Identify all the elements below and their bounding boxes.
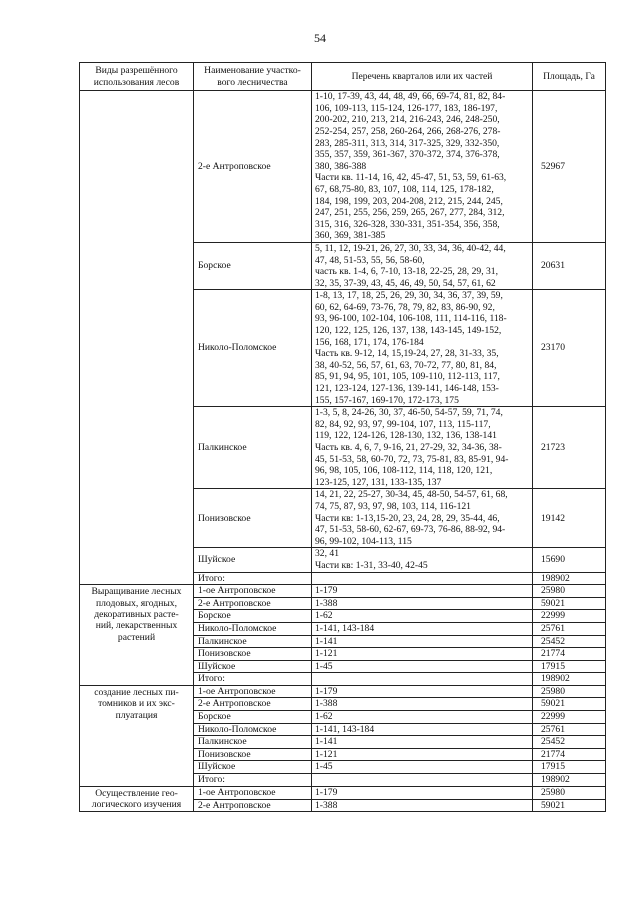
quarters-line: 38, 40-52, 56, 57, 61, 63, 70-72, 77, 80, 81, 84, xyxy=(315,359,497,371)
quarters-list: 1-179 xyxy=(312,585,533,598)
forestry-name: 2-е Антроповское xyxy=(194,799,312,812)
area-value: 25452 xyxy=(533,736,606,749)
quarters-line: 200-202, 210, 213, 214, 216-243, 246, 248-250, xyxy=(315,114,500,126)
use-type-cell xyxy=(80,786,194,812)
quarters-list: 1-121 xyxy=(312,748,533,761)
quarters-line: 1-8, 13, 17, 18, 25, 26, 29, 30, 34, 36, 37, 39, 59, xyxy=(315,290,503,302)
area-value: 17915 xyxy=(533,660,606,673)
quarters-line: 106, 109-113, 115-124, 126-177, 183, 186-197, xyxy=(315,102,498,114)
forestry-name: Борское xyxy=(194,711,312,724)
quarters-list: 1-141, 143-184 xyxy=(312,723,533,736)
forestry-name: 1-ое Антроповское xyxy=(194,786,312,799)
area-value: 52967 xyxy=(533,91,606,243)
header-quarters: Перечень кварталов или их частей xyxy=(312,63,533,91)
area-value: 23170 xyxy=(533,290,606,407)
quarters-line: 32, 35, 37-39, 43, 45, 46, 49, 50, 54, 57, 61, 62 xyxy=(315,277,496,289)
forestry-name: Шуйское xyxy=(194,548,312,572)
forestry-name: 1-ое Антроповское xyxy=(194,585,312,598)
quarters-list: 1-45 xyxy=(312,761,533,774)
area-value: 22999 xyxy=(533,711,606,724)
area-value: 20631 xyxy=(533,242,606,289)
quarters-line: 184, 198, 199, 203, 204-208, 212, 215, 244, 245, xyxy=(315,195,503,207)
use-type-cell xyxy=(80,585,194,686)
use-type-line: томников и их экс- xyxy=(98,698,175,710)
quarters-line: 380, 386-388 xyxy=(315,160,367,172)
total-empty xyxy=(312,673,533,686)
forestry-name: 2-е Антроповское xyxy=(194,597,312,610)
forestry-name: Николо-Поломское xyxy=(194,290,312,407)
quarters-line: 315, 316, 326-328, 330-331, 351-354, 356, 358, xyxy=(315,218,500,230)
forestry-name: Палкинское xyxy=(194,407,312,489)
header-forestry-name: Наименование участко-вого лесничества xyxy=(194,63,312,91)
quarters-list: 1-388 xyxy=(312,799,533,812)
forestry-name: Палкинское xyxy=(194,635,312,648)
forestry-name: Шуйское xyxy=(194,660,312,673)
forestry-name: Шуйское xyxy=(194,761,312,774)
quarters-list xyxy=(312,407,533,489)
quarters-line: Части кв. 11-14, 16, 42, 45-47, 51, 53, 59, 61-63, xyxy=(315,172,507,184)
quarters-line: 1-3, 5, 8, 24-26, 30, 37, 46-50, 54-57, 59, 71, 74, xyxy=(315,407,503,419)
quarters-line: 45, 51-53, 58, 60-70, 72, 73, 75-81, 83, 85-91, 94- xyxy=(315,453,509,465)
use-type-line: создание лесных пи- xyxy=(94,686,179,698)
area-value: 21774 xyxy=(533,648,606,661)
quarters-line: Часть кв. 4, 6, 7, 9-16, 21, 27-29, 32, 34-36, 38- xyxy=(315,442,502,453)
use-type-line: плодовых, ягодных, xyxy=(96,597,177,609)
quarters-line: 247, 251, 255, 256, 259, 265, 267, 277, 284, 312, xyxy=(315,207,505,219)
quarters-line: 32, 41 xyxy=(315,548,339,560)
quarters-list: 1-45 xyxy=(312,660,533,673)
area-value: 21774 xyxy=(533,748,606,761)
quarters-list: 1-62 xyxy=(312,610,533,623)
total-empty xyxy=(312,774,533,787)
use-type-line: растений xyxy=(117,631,156,643)
area-value: 25980 xyxy=(533,786,606,799)
use-type-line: Осуществление гео- xyxy=(95,787,178,799)
quarters-line: 119, 122, 124-126, 128-130, 132, 136, 138-141 xyxy=(315,430,497,442)
total-value: 198902 xyxy=(533,673,606,686)
quarters-list xyxy=(312,242,533,289)
quarters-list: 1-141 xyxy=(312,635,533,648)
area-value: 25980 xyxy=(533,585,606,598)
quarters-line: 123-125, 127, 131, 133-135, 137 xyxy=(315,476,442,488)
header-use-types: Виды разрешённого использования лесов xyxy=(80,63,194,91)
quarters-list xyxy=(312,548,533,572)
header-area: Площадь, Га xyxy=(533,63,606,91)
quarters-line: 121, 123-124, 127-136, 139-141, 146-148, 153- xyxy=(315,383,499,395)
quarters-line: 155, 157-167, 169-170, 172-173, 175 xyxy=(315,394,459,406)
total-value: 198902 xyxy=(533,572,606,585)
forestry-name: Борское xyxy=(194,242,312,289)
quarters-list xyxy=(312,91,533,243)
use-type-line: Выращивание лесных xyxy=(91,586,182,598)
forestry-name: Николо-Поломское xyxy=(194,622,312,635)
total-value: 198902 xyxy=(533,774,606,787)
quarters-line: 120, 122, 125, 126, 137, 138, 143-145, 149-152, xyxy=(315,325,502,337)
forestry-name: Борское xyxy=(194,610,312,623)
quarters-list: 1-141 xyxy=(312,736,533,749)
area-value: 17915 xyxy=(533,761,606,774)
quarters-line: 60, 62, 64-69, 73-76, 78, 79, 82, 83, 86-90, 92, xyxy=(315,301,495,313)
quarters-line: 156, 168, 171, 174, 176-184 xyxy=(315,336,424,348)
quarters-line: 96, 98, 105, 106, 108-112, 114, 118, 120, 121, xyxy=(315,465,493,477)
area-value: 22999 xyxy=(533,610,606,623)
quarters-list: 1-179 xyxy=(312,685,533,698)
header-row xyxy=(80,63,606,91)
quarters-line: Части кв: 1-31, 33-40, 42-45 xyxy=(315,559,428,571)
total-empty xyxy=(312,572,533,585)
quarters-list xyxy=(312,489,533,548)
area-value: 21723 xyxy=(533,407,606,489)
table-row xyxy=(80,91,606,243)
quarters-line: Части кв: 1-13,15-20, 23, 24, 28, 29, 35-44, 46, xyxy=(315,512,500,524)
table-row xyxy=(80,685,606,698)
quarters-line: 5, 11, 12, 19-21, 26, 27, 30, 33, 34, 36, 40-42, 44, xyxy=(315,242,506,254)
forestry-name: 2-е Антроповское xyxy=(194,91,312,243)
total-label: Итого: xyxy=(194,572,312,585)
quarters-line: 74, 75, 87, 93, 97, 98, 103, 114, 116-121 xyxy=(315,500,471,512)
area-value: 25761 xyxy=(533,622,606,635)
quarters-line: 360, 369, 381-385 xyxy=(315,230,386,242)
quarters-line: 67, 68,75-80, 83, 107, 108, 114, 125, 178-182, xyxy=(315,183,494,195)
quarters-list: 1-179 xyxy=(312,786,533,799)
quarters-list: 1-388 xyxy=(312,597,533,610)
table-row xyxy=(80,585,606,598)
quarters-line: Часть кв. 9-12, 14, 15,19-24, 27, 28, 31-33, 35, xyxy=(315,348,499,360)
use-type-line: декоративных расте- xyxy=(94,608,179,620)
area-value: 59021 xyxy=(533,597,606,610)
area-value: 59021 xyxy=(533,698,606,711)
forestry-name: Понизовское xyxy=(194,748,312,761)
quarters-line: 1-10, 17-39, 43, 44, 48, 49, 66, 69-74, 81, 82, 84- xyxy=(315,91,506,103)
total-label: Итого: xyxy=(194,774,312,787)
quarters-line: 85, 91, 94, 95, 101, 105, 109-110, 112-113, 117, xyxy=(315,371,500,383)
table-row xyxy=(80,786,606,799)
area-value: 19142 xyxy=(533,489,606,548)
table-body xyxy=(80,91,606,812)
use-type-cell xyxy=(80,91,194,585)
forestry-name: 2-е Антроповское xyxy=(194,698,312,711)
quarters-list: 1-388 xyxy=(312,698,533,711)
forestry-name: 1-ое Антроповское xyxy=(194,685,312,698)
total-label: Итого: xyxy=(194,673,312,686)
quarters-line: 252-254, 257, 258, 260-264, 266, 268-276, 278- xyxy=(315,125,501,137)
quarters-line: 47, 51-53, 58-60, 62-67, 69-73, 76-86, 88-92, 94- xyxy=(315,524,506,536)
area-value: 25980 xyxy=(533,685,606,698)
area-value: 15690 xyxy=(533,548,606,572)
area-value: 59021 xyxy=(533,799,606,812)
forestry-name: Палкинское xyxy=(194,736,312,749)
forestry-name: Понизовское xyxy=(194,489,312,548)
quarters-line: 283, 285-311, 313, 314, 317-325, 329, 332-350, xyxy=(315,137,500,149)
page-number: 54 xyxy=(314,31,326,45)
quarters-list: 1-141, 143-184 xyxy=(312,622,533,635)
quarters-line: 14, 21, 22, 25-27, 30-34, 45, 48-50, 54-57, 61, 68, xyxy=(315,489,508,501)
forest-use-table xyxy=(79,62,606,812)
forestry-name: Николо-Поломское xyxy=(194,723,312,736)
quarters-line: 82, 84, 92, 93, 97, 99-104, 107, 113, 115-117, xyxy=(315,418,491,430)
use-type-line: ний, лекарственных xyxy=(95,620,178,632)
quarters-list xyxy=(312,290,533,407)
area-value: 25761 xyxy=(533,723,606,736)
use-type-line: логического изучения xyxy=(91,799,182,811)
area-value: 25452 xyxy=(533,635,606,648)
quarters-line: 47, 48, 51-53, 55, 56, 58-60, xyxy=(315,254,425,266)
quarters-line: 93, 96-100, 102-104, 106-108, 111, 114-116, 118- xyxy=(315,313,507,325)
quarters-line: 96, 99-102, 104-113, 115 xyxy=(315,535,412,547)
quarters-line: 355, 357, 359, 361-367, 370-372, 374, 376-378, xyxy=(315,149,500,161)
forestry-name: Понизовское xyxy=(194,648,312,661)
quarters-list: 1-62 xyxy=(312,711,533,724)
quarters-list: 1-121 xyxy=(312,648,533,661)
quarters-line: часть кв. 1-4, 6, 7-10, 13-18, 22-25, 28, 29, 31, xyxy=(315,266,498,278)
use-type-cell xyxy=(80,685,194,786)
use-type-line: плуатация xyxy=(115,709,158,721)
